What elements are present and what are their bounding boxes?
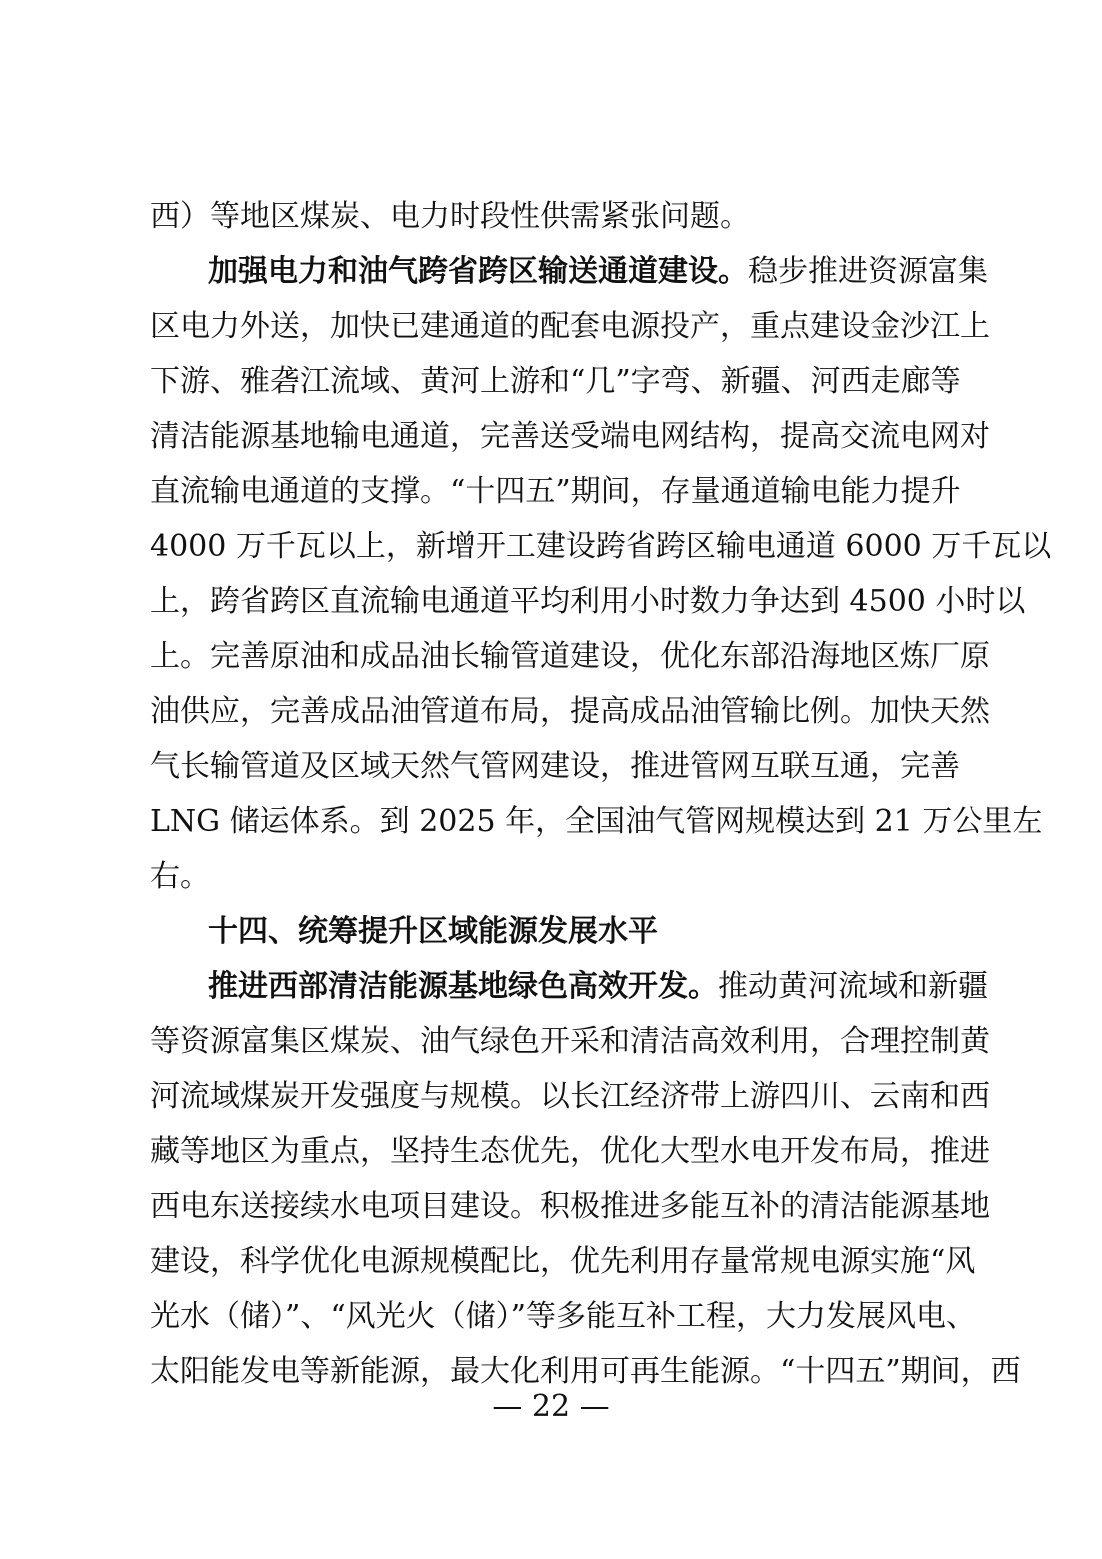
body-line-21 (150, 1297, 977, 1337)
line-text: 西电东送接续水电项目建设。积极推进多能互补的清洁能源基地 (150, 1189, 990, 1224)
line-text: LNG 储运体系。到 2025 年，全国油气管网规模达到 21 万公里左 (150, 804, 1043, 839)
body-line-11 (150, 747, 960, 787)
body-line-4 (150, 362, 961, 402)
body-line-7 (150, 527, 1052, 567)
line-text: 下游、雅砻江流域、黄河上游和“几”字弯、新疆、河西走廊等 (150, 364, 961, 399)
body-line-5 (150, 417, 990, 457)
section-heading (208, 912, 950, 952)
line-text: 光水（储）”、“风光火（储）”等多能互补工程，大力发展风电、 (150, 1299, 977, 1334)
body-line-8 (150, 582, 1026, 622)
line-text: 建设，科学优化电源规模配比，优先利用存量常规电源实施“风 (150, 1244, 976, 1279)
body-line-1 (150, 197, 950, 237)
line-text: 西）等地区煤炭、电力时段性供需紧张问题。 (150, 199, 750, 234)
body-line-20 (150, 1242, 976, 1282)
line-text: 稳步推进资源富集 (748, 254, 988, 289)
line-text: 河流域煤炭开发强度与规模。以长江经济带上游四川、云南和西 (150, 1079, 990, 1114)
line-text: 上。完善原油和成品油长输管道建设，优化东部沿海地区炼厂原 (150, 639, 990, 674)
line-text: 等资源富集区煤炭、油气绿色开采和清洁高效利用，合理控制黄 (150, 1024, 990, 1059)
line-text: 太阳能发电等新能源，最大化利用可再生能源。“十四五”期间，西 (150, 1354, 1021, 1389)
body-line-15 (208, 967, 988, 1007)
body-line-13 (150, 857, 950, 897)
line-text: 区电力外送，加快已建通道的配套电源投产，重点建设金沙江上 (150, 309, 990, 344)
body-line-17 (150, 1077, 990, 1117)
body-line-9 (150, 637, 990, 677)
line-text: 上，跨省跨区直流输电通道平均利用小时数力争达到 4500 小时以 (150, 584, 1026, 619)
line-text: 直流输电通道的支撑。“十四五”期间，存量通道输电能力提升 (150, 474, 961, 509)
page-number: — 22 — (492, 1389, 610, 1424)
paragraph-lead: 加强电力和油气跨省跨区输送通道建设。 (208, 254, 748, 289)
body-line-10 (150, 692, 990, 732)
body-line-2 (208, 252, 988, 292)
line-text: 藏等地区为重点，坚持生态优先，优化大型水电开发布局，推进 (150, 1134, 990, 1169)
line-text: 油供应，完善成品油管道布局，提高成品油管输比例。加快天然 (150, 694, 990, 729)
body-line-6 (150, 472, 961, 512)
heading-text: 十四、统筹提升区域能源发展水平 (208, 914, 658, 949)
body-line-16 (150, 1022, 990, 1062)
line-text: 气长输管道及区域天然气管网建设，推进管网互联互通，完善 (150, 749, 960, 784)
body-line-12 (150, 802, 1043, 842)
body-line-22 (150, 1352, 1021, 1392)
line-text: 4000 万千瓦以上，新增开工建设跨省跨区输电通道 6000 万千瓦以 (150, 529, 1052, 564)
line-text: 清洁能源基地输电通道，完善送受端电网结构，提高交流电网对 (150, 419, 990, 454)
body-line-19 (150, 1187, 990, 1227)
body-line-3 (150, 307, 990, 347)
body-line-18 (150, 1132, 990, 1172)
paragraph-lead: 推进西部清洁能源基地绿色高效开发。 (208, 969, 718, 1004)
line-text: 推动黄河流域和新疆 (718, 969, 988, 1004)
line-text: 右。 (150, 859, 210, 894)
